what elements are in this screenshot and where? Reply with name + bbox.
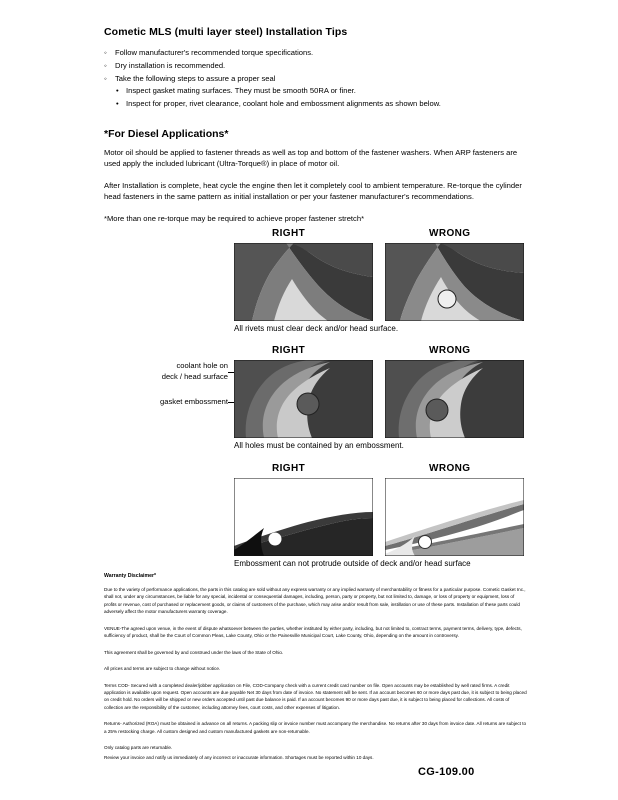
figure-protrusion	[104, 463, 524, 569]
warranty-heading: Warranty Disclaimer*	[104, 573, 156, 579]
warranty-paragraph-4: All prices and terms are subject to change without notice.	[104, 666, 221, 672]
callout-coolant-hole-line2: deck / head surface	[161, 372, 228, 382]
list-item	[104, 47, 524, 59]
figure-embossment-right-label: RIGHT	[272, 345, 306, 357]
list-item-label: Dry installation is recommended.	[115, 60, 226, 70]
figure-rivets-right-label: RIGHT	[272, 228, 306, 239]
list-item	[104, 60, 524, 72]
list-item	[115, 85, 524, 97]
protrusion-correct-illustration	[234, 478, 373, 556]
figure-protrusion-right-panel	[234, 478, 373, 556]
figure-embossment-right-panel	[234, 360, 373, 438]
installation-tips-list	[104, 47, 524, 110]
diesel-section-title: *For Diesel Applications*	[104, 127, 229, 140]
callout-gasket-embossment: gasket embossment	[160, 397, 228, 407]
warranty-paragraph-1: Due to the variety of performance applications, the parts in this catalog are sold without any express warranty or any implied warranty of merchantability or fitness for a particular purpose. Cometic Gasket Inc., shall not, under any circumstances, be liable for any special, incidental or consequential damages, including, person, party or property, but not limited to, damage, or loss of property or equipment, loss of profits or revenue, cost of purchased or replacement goods, or claims of customers of the purchase, which may arise and/or result from sale, instillation or use of these parts. Installation of these parts could adversely affect the motor manufacturers warranty coverage.	[104, 587, 526, 615]
figure-rivets-caption: All rivets must clear deck and/or head surface.	[234, 324, 399, 333]
figure-rivets-headers	[234, 228, 524, 243]
figure-rivets-panels	[234, 243, 524, 321]
figure-embossment-panels	[234, 360, 524, 438]
figures-container	[104, 228, 524, 569]
figure-embossment	[104, 345, 524, 451]
figure-embossment-wrong-label: WRONG	[429, 345, 471, 357]
figure-embossment-caption: All holes must be contained by an embossment.	[234, 441, 404, 451]
figure-protrusion-right-label: RIGHT	[272, 462, 306, 474]
rivet-clearance-correct-illustration	[234, 243, 373, 321]
figure-protrusion-headers	[234, 463, 524, 478]
embossment-correct-illustration	[234, 360, 373, 438]
warranty-paragraph-7: Only catalog parts are returnable.	[104, 745, 173, 751]
figure-protrusion-caption: Embossment can not protrude outside of deck and/or head surface	[234, 558, 471, 568]
warranty-paragraph-2: VENUE-The agreed upon venue, in the event of dispute whatsoever between the parties, whether instituted by either party, including, but not limited to, contract terms, payment terms, delivery, type, defects, sufficiency of product, shall be the Court of Common Pleas, Lake County, Ohio or the Painesville Municipal Court, Lake County, Ohio, depending on the amount in controversy.	[104, 625, 522, 639]
figure-protrusion-panels	[234, 478, 524, 556]
protrusion-incorrect-illustration	[385, 478, 524, 556]
figure-rivets-wrong-panel	[385, 243, 524, 321]
diesel-paragraph-1: Motor oil should be applied to fastener threads as well as top and bottom of the fastener washers. When ARP fasteners are used apply the included lubricant (Ultra-Torque®) in place of motor oil.	[104, 147, 518, 169]
embossment-incorrect-illustration	[385, 360, 524, 438]
diesel-paragraph-3: *More than one re-torque may be required to achieve proper fastener stretch*	[104, 213, 365, 223]
instructions-section	[104, 26, 524, 224]
warranty-paragraph-5: Terms COD- Secured with a completed dealer/jobber application on File, COD-Company check with a current credit card number on file. Open accounts may be established by well rated firms. A credit application is available upon request. Open accounts are due payable Net 30 days from date of invoice. No statement will be sent. If an account becomes 60 or more days past due, it is subject to being placed on credit hold. No orders will be shipped or new orders accepted until past due balance is paid. If an account becomes 90 or more days past due, it is subject to being placed for collections. All costs of collection are the responsibility of the customer, including attorney fees, court costs, and other expenses of litigation.	[104, 682, 527, 710]
installation-tips-sublist	[115, 85, 524, 110]
list-item-label: Take the following steps to assure a proper seal	[115, 73, 276, 83]
warranty-paragraph-3: This agreement shall be governed by and construed under the laws of the State of Ohio.	[104, 649, 284, 655]
figure-rivets-wrong-label: WRONG	[429, 228, 471, 239]
rivet-clearance-incorrect-illustration	[385, 243, 524, 321]
document-number: CG-109.00	[418, 766, 475, 778]
callout-coolant-hole-line1: coolant hole on	[176, 361, 228, 371]
list-item-label: Follow manufacturer's recommended torque specifications.	[115, 48, 314, 57]
list-item-label: Inspect gasket mating surfaces. They must be smooth 50RA or finer.	[126, 86, 356, 96]
list-item-label: Inspect for proper, rivet clearance, coolant hole and embossment alignments as shown below.	[126, 99, 441, 109]
figure-rivets-right-panel	[234, 243, 373, 321]
figure-embossment-wrong-panel	[385, 360, 524, 438]
warranty-paragraph-6: Returns- Authorized (ROA) must be obtained in advance on all returns. A packing slip or invoice number must accompany the merchandise. No returns after 30 days from invoice date. All returns are subject to a 25% restocking charge. All custom designed and custom manufactured gaskets are non-returnable.	[104, 721, 527, 734]
warranty-paragraph-8: Review your invoice and notify us immediately of any incorrect or inaccurate information. Shortages must be reported within 10 days.	[104, 754, 374, 760]
list-item	[115, 98, 524, 110]
figure-embossment-headers	[234, 345, 524, 360]
figure-protrusion-wrong-panel	[385, 478, 524, 556]
page-title: Cometic MLS (multi layer steel) Installation Tips	[104, 26, 348, 38]
figure-rivets	[104, 228, 524, 334]
figure-protrusion-wrong-label: WRONG	[429, 462, 471, 474]
diesel-paragraph-2: After Installation is complete, heat cycle the engine then let it completely cool to ambient temperature. Re-torque the cylinder head fasteners in the same pattern as initial installation or per your fastener manufacturer's recommendations.	[104, 180, 522, 202]
list-item	[104, 73, 524, 110]
warranty-section	[104, 573, 528, 770]
